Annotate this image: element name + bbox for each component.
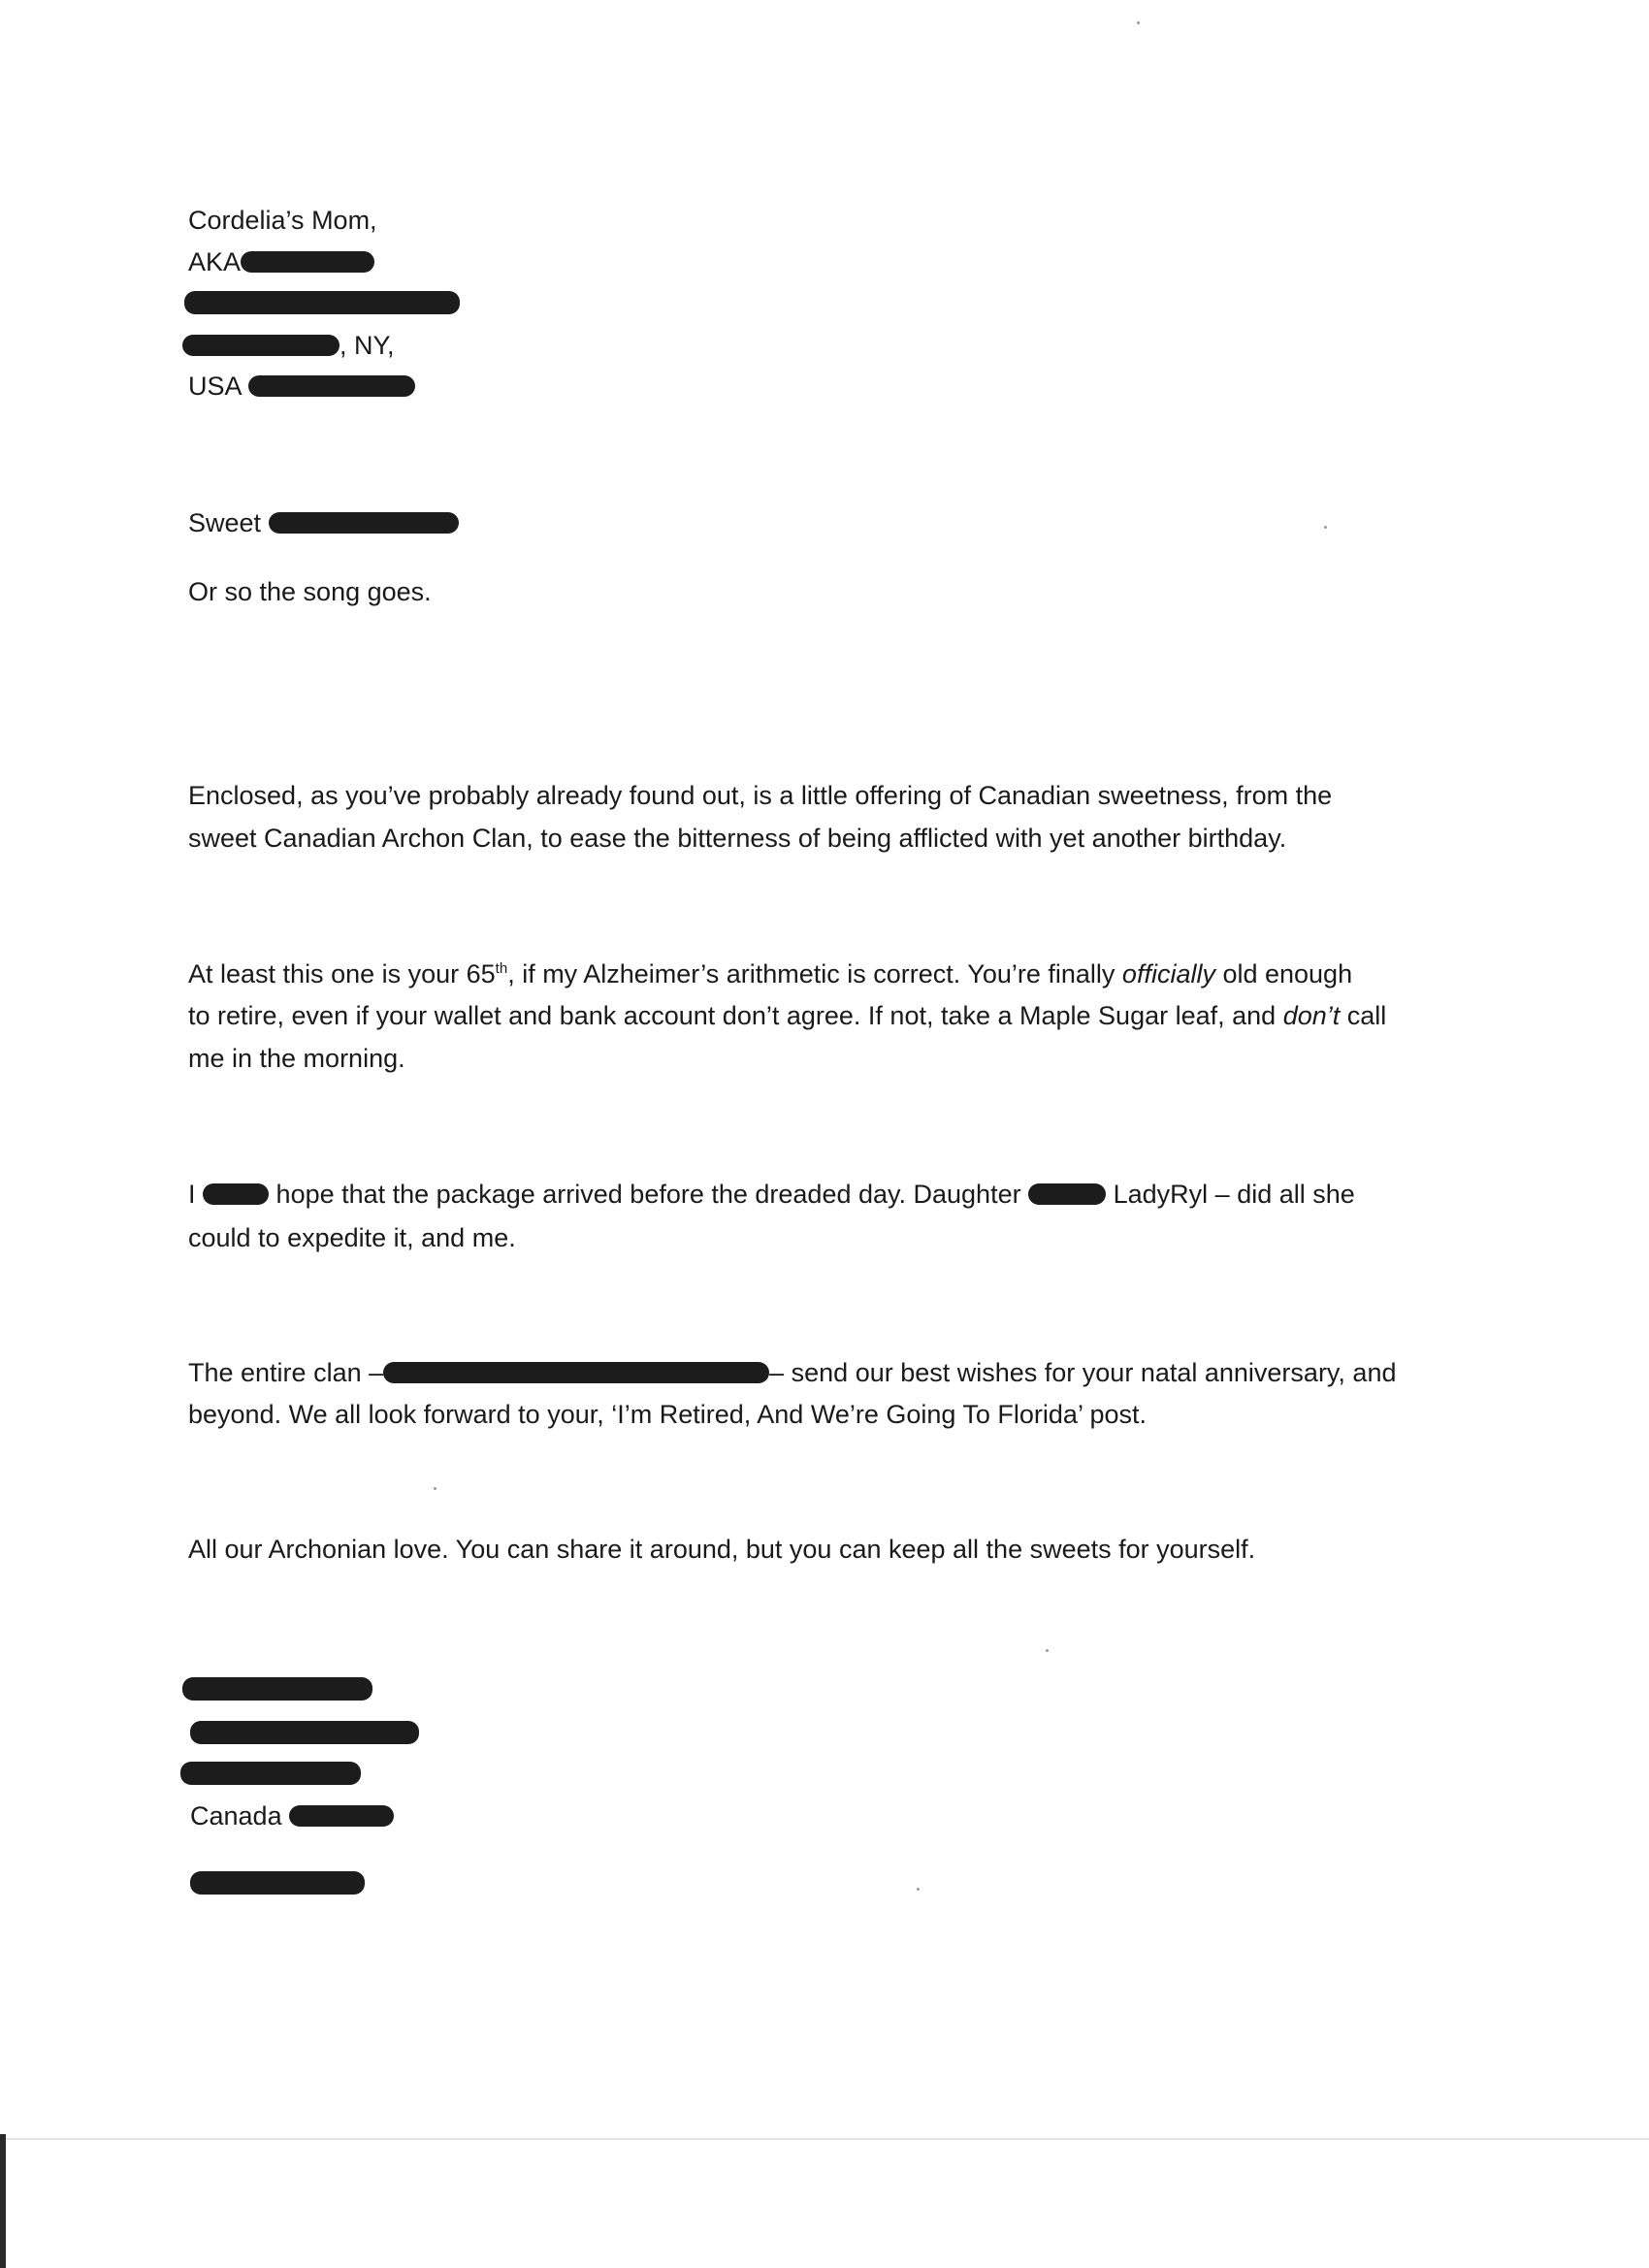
- body-text: beyond. We all look forward to your, ‘I’m Retired, And We’re Going To Florida’ post.: [188, 1400, 1147, 1429]
- redaction-mark: [190, 1721, 419, 1744]
- redaction-mark: [184, 291, 460, 314]
- redaction-mark: [203, 1183, 269, 1205]
- redaction-mark: [190, 1871, 365, 1895]
- para1-line-2: [188, 817, 1286, 859]
- scan-speck: [1046, 1649, 1049, 1652]
- body-text: sweet Canadian Archon Clan, to ease the bitterness of being afflicted with yet another birthday.: [188, 824, 1287, 853]
- body-text: I: [188, 1180, 196, 1209]
- body-text: LadyRyl – did all she: [1113, 1180, 1355, 1209]
- address-line-5: [188, 365, 415, 407]
- body-text: All our Archonian love. You can share it around, but you can keep all the sweets for yourself.: [188, 1535, 1256, 1564]
- redaction-mark: [182, 335, 340, 356]
- address-text: , NY,: [340, 331, 395, 360]
- para2-line-1: [188, 953, 1352, 995]
- body-text: – send our best wishes for your natal anniversary, and: [769, 1358, 1397, 1387]
- para3-line-1: [188, 1173, 1355, 1215]
- address-text: USA: [188, 372, 242, 401]
- superscript-text: th: [495, 960, 508, 977]
- para2-line-2: [188, 994, 1386, 1037]
- scan-speck: [1324, 526, 1327, 529]
- body-text: , if my Alzheimer’s arithmetic is correct. You’re finally: [507, 959, 1122, 988]
- redaction-mark: [1028, 1183, 1106, 1205]
- address-line-4: [182, 324, 395, 367]
- signature-country-line: [190, 1795, 394, 1837]
- address-line-2: [188, 241, 374, 283]
- body-text: call: [1340, 1001, 1387, 1030]
- para1-line-1: [188, 774, 1332, 817]
- para4-line-2: [188, 1393, 1147, 1436]
- emphasis-text: officially: [1121, 959, 1215, 988]
- greeting-line-1: [188, 502, 459, 544]
- signature-text: Canada: [190, 1801, 282, 1831]
- body-text: me in the morning.: [188, 1044, 405, 1073]
- scan-speck: [434, 1487, 436, 1490]
- para4-line-1: [188, 1351, 1396, 1394]
- body-text: Enclosed, as you’ve probably already found out, is a little offering of Canadian sweetness, from the: [188, 781, 1333, 810]
- scan-edge-shadow: [0, 2134, 6, 2268]
- scan-speck: [917, 1888, 920, 1891]
- redaction-mark: [182, 1677, 372, 1701]
- address-line-1: [188, 199, 377, 242]
- redaction-mark: [383, 1362, 769, 1383]
- body-text: old enough: [1214, 959, 1353, 988]
- greeting-line-2: [188, 570, 432, 613]
- redaction-mark: [180, 1762, 361, 1785]
- greeting-text: Sweet: [188, 508, 262, 537]
- para3-line-2: [188, 1216, 516, 1259]
- address-text: AKA: [188, 247, 242, 276]
- emphasis-text: don’t: [1282, 1001, 1341, 1030]
- address-text: Cordelia’s Mom,: [188, 206, 377, 235]
- redaction-mark: [248, 375, 415, 397]
- body-text: to retire, even if your wallet and bank account don’t agree. If not, take a Maple Sugar leaf, and: [188, 1001, 1283, 1030]
- body-text: hope that the package arrived before the dreaded day. Daughter: [275, 1180, 1021, 1209]
- scan-speck: [1137, 21, 1140, 24]
- redaction-mark: [269, 512, 459, 534]
- redaction-mark: [289, 1805, 394, 1827]
- para5-line-1: [188, 1528, 1255, 1571]
- para2-line-3: [188, 1037, 405, 1080]
- redaction-mark: [241, 251, 374, 273]
- body-text: The entire clan –: [188, 1358, 384, 1387]
- body-text: could to expedite it, and me.: [188, 1223, 516, 1252]
- greeting-text: Or so the song goes.: [188, 577, 432, 606]
- scan-edge-line: [0, 2138, 1649, 2140]
- body-text: At least this one is your 65: [188, 959, 496, 988]
